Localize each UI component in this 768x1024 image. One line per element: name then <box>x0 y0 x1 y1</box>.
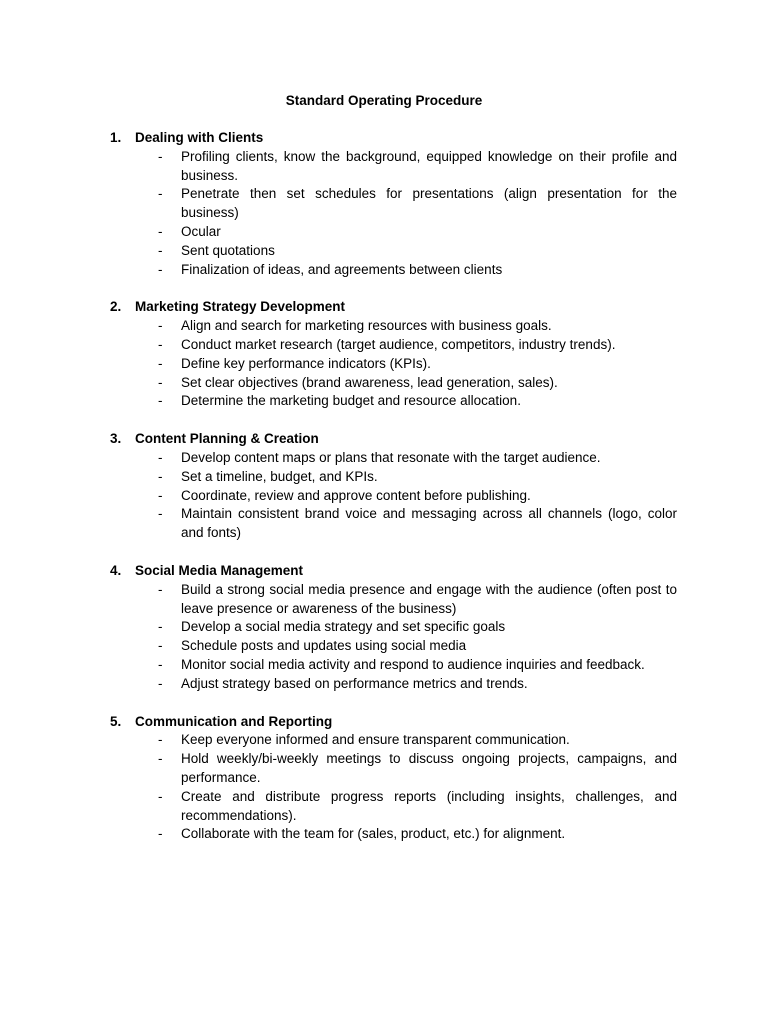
bullet-list <box>110 731 680 844</box>
list-item <box>110 355 680 374</box>
section-number: 3. <box>110 431 122 447</box>
section-title: Social Media Management <box>135 562 304 578</box>
section-heading <box>110 430 680 449</box>
list-item <box>110 788 680 826</box>
list-item-text: Develop a social media strategy and set specific goals <box>181 619 506 635</box>
list-item-text: Penetrate then set schedules for presentations (align presentation for the business) <box>181 186 677 221</box>
dash-marker: - <box>158 751 163 767</box>
list-item-text: Keep everyone informed and ensure transparent communication. <box>181 732 570 748</box>
section-heading <box>110 562 680 581</box>
list-item <box>110 468 680 487</box>
section-heading <box>110 298 680 317</box>
dash-marker: - <box>158 826 163 842</box>
bullet-list <box>110 317 680 411</box>
list-item <box>110 336 680 355</box>
list-item <box>110 392 680 411</box>
dash-marker: - <box>158 355 163 371</box>
section-title: Content Planning & Creation <box>135 431 319 447</box>
list-item-text: Coordinate, review and approve content before publishing. <box>181 487 531 503</box>
list-item <box>110 185 680 223</box>
document-title: Standard Operating Procedure <box>285 93 483 108</box>
section-number: 1. <box>110 130 122 145</box>
section-number: 4. <box>110 562 122 578</box>
list-item-text: Conduct market research (target audience, competitors, industry trends). <box>181 336 616 352</box>
list-item-text: Set clear objectives (brand awareness, lead generation, sales). <box>181 374 558 390</box>
list-item-text: Schedule posts and updates using social media <box>181 638 467 654</box>
bullet-list <box>110 581 680 694</box>
list-item-text: Profiling clients, know the background, equipped knowledge on their profile and business. <box>181 148 677 183</box>
list-item <box>110 675 680 694</box>
list-item-text: Define key performance indicators (KPIs). <box>181 355 431 371</box>
dash-marker: - <box>158 449 163 465</box>
section-number: 5. <box>110 713 122 729</box>
procedure-section <box>110 562 680 694</box>
dash-marker: - <box>158 581 163 597</box>
list-item-text: Create and distribute progress reports (including insights, challenges, and recommendations). <box>181 788 677 823</box>
procedure-section <box>110 129 680 279</box>
list-item-text: Hold weekly/bi-weekly meetings to discuss ongoing projects, campaigns, and performance. <box>181 751 677 785</box>
procedure-section <box>110 713 680 845</box>
list-item-text: Build a strong social media presence and engage with the audience (often post to leave presence or awareness of the business) <box>181 581 677 616</box>
list-item-text: Align and search for marketing resources with business goals. <box>181 318 552 334</box>
list-item <box>110 618 680 637</box>
list-item-text: Monitor social media activity and respond to audience inquiries and feedback. <box>181 656 645 672</box>
list-item-text: Maintain consistent brand voice and messaging across all channels (logo, color and fonts) <box>181 506 677 541</box>
dash-marker: - <box>158 393 163 409</box>
dash-marker: - <box>158 638 163 654</box>
section-heading <box>110 713 680 732</box>
dash-marker: - <box>158 732 163 748</box>
dash-marker: - <box>158 468 163 484</box>
bullet-list <box>110 449 680 543</box>
list-item <box>110 449 680 468</box>
section-number: 2. <box>110 299 122 315</box>
list-item-text: Sent quotations <box>181 242 275 258</box>
dash-marker: - <box>158 261 163 277</box>
list-item <box>110 656 680 675</box>
list-item-text: Develop content maps or plans that resonate with the target audience. <box>181 449 601 465</box>
dash-marker: - <box>158 788 163 804</box>
list-item <box>110 750 680 788</box>
dash-marker: - <box>158 223 163 239</box>
bullet-list <box>110 148 680 280</box>
dash-marker: - <box>158 148 163 164</box>
list-item <box>110 317 680 336</box>
section-title: Dealing with Clients <box>135 130 264 145</box>
list-item-text: Set a timeline, budget, and KPIs. <box>181 468 378 484</box>
procedure-section <box>110 430 680 543</box>
list-item-text: Adjust strategy based on performance metrics and trends. <box>181 675 528 691</box>
section-title: Marketing Strategy Development <box>135 299 346 315</box>
list-item <box>110 148 680 186</box>
dash-marker: - <box>158 619 163 635</box>
dash-marker: - <box>158 675 163 691</box>
list-item <box>110 223 680 242</box>
list-item <box>110 487 680 506</box>
list-item-text: Determine the marketing budget and resource allocation. <box>181 393 521 409</box>
list-item <box>110 637 680 656</box>
dash-marker: - <box>158 374 163 390</box>
list-item <box>110 242 680 261</box>
dash-marker: - <box>158 487 163 503</box>
dash-marker: - <box>158 656 163 672</box>
list-item-text: Collaborate with the team for (sales, product, etc.) for alignment. <box>181 826 566 842</box>
dash-marker: - <box>158 336 163 352</box>
procedure-section <box>110 298 680 411</box>
list-item <box>110 374 680 393</box>
dash-marker: - <box>158 506 163 522</box>
list-item <box>110 505 680 543</box>
list-item-text: Finalization of ideas, and agreements between clients <box>181 261 503 277</box>
dash-marker: - <box>158 242 163 258</box>
section-title: Communication and Reporting <box>135 713 333 729</box>
list-item <box>110 261 680 280</box>
list-item <box>110 581 680 619</box>
procedure-sections <box>110 129 680 863</box>
dash-marker: - <box>158 318 163 334</box>
list-item <box>110 825 680 844</box>
dash-marker: - <box>158 186 163 202</box>
section-heading <box>110 129 680 148</box>
list-item-text: Ocular <box>181 223 221 239</box>
list-item <box>110 731 680 750</box>
